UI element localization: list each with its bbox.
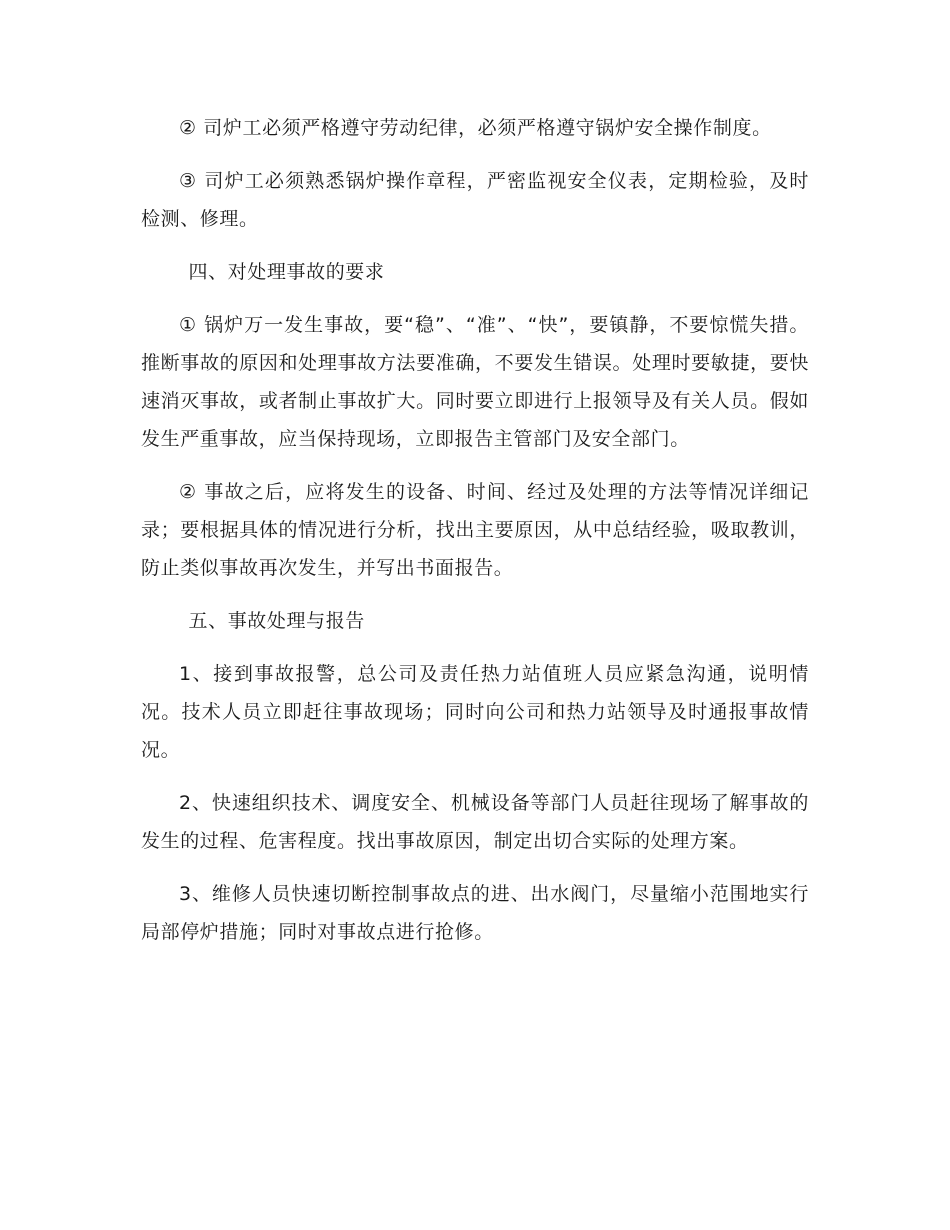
section-heading-5: 五、事故处理与报告 [188,610,365,632]
paragraph-accident-requirement-2: ② 事故之后，应将发生的设备、时间、经过及处理的方法等情况详细记录；要根据具体的情况进行分析，找出主要原因，从中总结经验，吸取教训，防止类似事故再次发生，并写出书面报告。 [141,481,809,579]
paragraph-accident-requirement-1: ① 锅炉万一发生事故，要“稳”、“准”、“快”，要镇静，不要惊慌失措。推断事故的原因和处理事故方法要准确，不要发生错误。处理时要敏捷，要快速消灭事故，或者制止事故扩大。同时要立即进行上报领导及有关人员。假如发生严重事故，应当保持现场，立即报告主管部门及安全部门。 [141,314,809,450]
paragraph-report-step-2: 2、快速组织技术、调度安全、机械设备等部门人员赶往现场了解事故的发生的过程、危害程度。找出事故原因，制定出切合实际的处理方案。 [141,792,809,852]
paragraph-report-step-1: 1、接到事故报警，总公司及责任热力站值班人员应紧急沟通，说明情况。技术人员立即赶往事故现场；同时向公司和热力站领导及时通报事故情况。 [141,663,809,761]
paragraph-report-step-3: 3、维修人员快速切断控制事故点的进、出水阀门，尽量缩小范围地实行局部停炉措施；同时对事故点进行抢修。 [141,883,809,943]
document-body [141,109,809,966]
paragraph-item-3: ③ 司炉工必须熟悉锅炉操作章程，严密监视安全仪表，定期检验，及时检测、修理。 [141,170,809,230]
section-heading-4: 四、对处理事故的要求 [188,261,385,283]
paragraph-item-2: ② 司炉工必须严格遵守劳动纪律，必须严格遵守锅炉安全操作制度。 [179,117,772,139]
